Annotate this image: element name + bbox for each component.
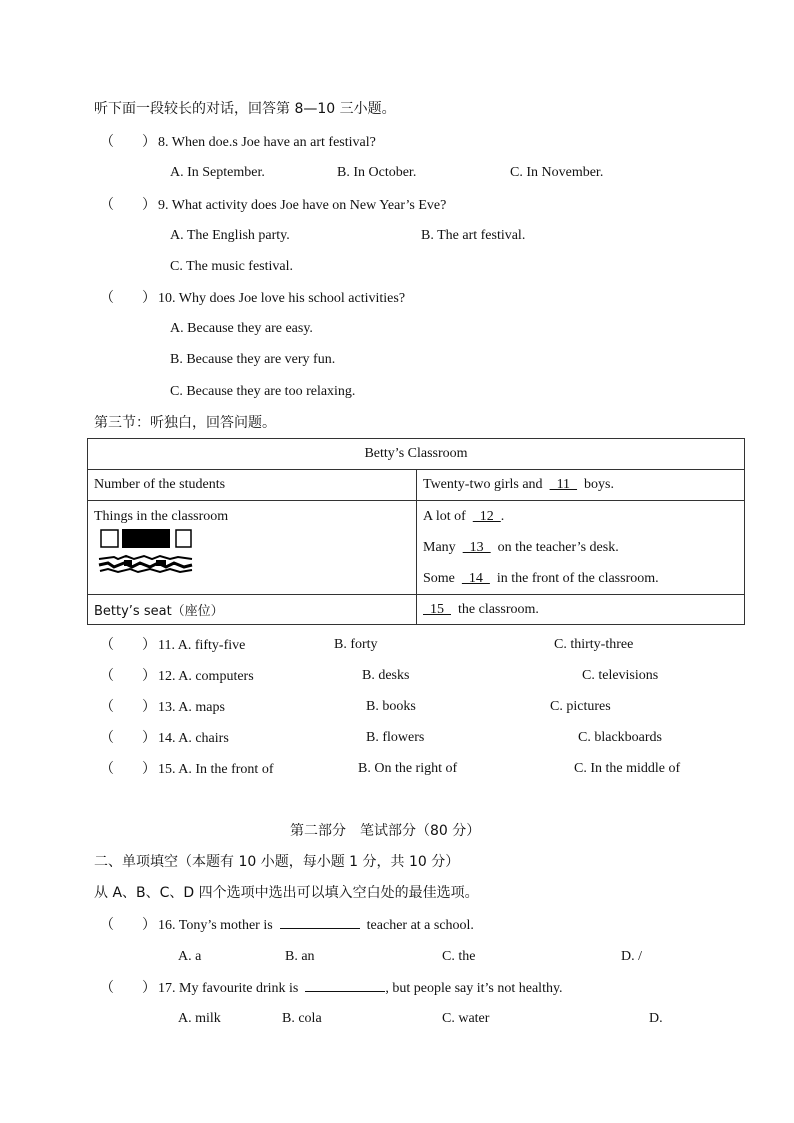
row-label-seat: Betty’s seat（座位） <box>88 595 417 625</box>
option-c: C. televisions <box>582 668 659 683</box>
option-b: B. books <box>366 699 416 714</box>
option-c: C. thirty-three <box>554 637 634 652</box>
blank-11[interactable]: 11 <box>549 477 578 492</box>
answer-bracket[interactable]: （ ） <box>100 637 156 653</box>
option-d: D. <box>649 1011 663 1026</box>
answer-bracket[interactable]: （ ） <box>100 917 156 933</box>
fill-blank[interactable] <box>305 979 385 992</box>
table-title: Betty’s Classroom <box>88 439 745 470</box>
row-label-things: Things in the classroom <box>88 501 417 595</box>
option-d: D. / <box>621 949 642 964</box>
option-c: C. Because they are too relaxing. <box>170 384 356 399</box>
answer-bracket[interactable]: （ ） <box>100 197 156 213</box>
option-a: A. milk <box>178 1011 221 1026</box>
blank-12[interactable]: 12 <box>472 509 501 524</box>
section-single-choice-title: 二、单项填空（本题有 10 小题，每小题 1 分，共 10 分） <box>94 854 460 870</box>
question-10 <box>100 289 405 308</box>
answer-bracket[interactable]: （ ） <box>100 290 156 306</box>
row-value-things <box>417 501 745 595</box>
question-13 <box>100 698 225 717</box>
option-b: B. desks <box>362 668 410 683</box>
question-stem: 9. What activity does Joe have on New Year’s Eve? <box>158 198 447 213</box>
things-line-12: A lot of 12 . <box>423 509 505 524</box>
answer-bracket[interactable]: （ ） <box>100 730 156 746</box>
option-a: A. a <box>178 949 202 964</box>
blank-13[interactable]: 13 <box>462 540 491 555</box>
blank-14[interactable]: 14 <box>461 571 490 586</box>
answer-bracket[interactable]: （ ） <box>100 699 156 715</box>
option-c: C. blackboards <box>578 730 662 745</box>
question-8 <box>100 133 376 152</box>
option-b: B. Because they are very fun. <box>170 352 336 367</box>
option-a: 15. A. In the front of <box>158 762 274 777</box>
blank-15[interactable]: 15 <box>423 601 451 617</box>
option-c: C. In the middle of <box>574 761 681 776</box>
question-14 <box>100 729 229 748</box>
section-intro-8-10: 听下面一段较长的对话，回答第 8—10 三小题。 <box>94 101 396 117</box>
row-value-seat: 15 the classroom. <box>417 595 745 625</box>
question-stem: 16. Tony’s mother is <box>158 918 273 933</box>
option-b: B. forty <box>334 637 378 652</box>
question-11 <box>100 636 245 655</box>
option-b: B. cola <box>282 1011 322 1026</box>
row-value-students: Twenty-two girls and 11 boys. <box>417 470 745 501</box>
part-2-title: 第二部分 笔试部分（80 分） <box>290 823 481 839</box>
question-16: （ ） 16. Tony’s mother is teacher at a school. <box>100 917 474 933</box>
section-3-intro: 第三节：听独白，回答问题。 <box>94 415 276 431</box>
option-b: B. flowers <box>366 730 425 745</box>
section-single-choice-instructions: 从 A、B、C、D 四个选项中选出可以填入空白处的最佳选项。 <box>94 885 479 901</box>
option-c: C. water <box>442 1011 490 1026</box>
option-b: B. The art festival. <box>421 228 526 243</box>
answer-bracket[interactable]: （ ） <box>100 980 156 996</box>
option-a: A. The English party. <box>170 228 290 243</box>
option-a: A. Because they are easy. <box>170 321 313 336</box>
answer-bracket[interactable]: （ ） <box>100 668 156 684</box>
question-stem: 10. Why does Joe love his school activities? <box>158 291 406 306</box>
option-b: B. an <box>285 949 315 964</box>
option-c: C. The music festival. <box>170 259 293 274</box>
option-b: B. On the right of <box>358 761 458 776</box>
option-c: C. the <box>442 949 476 964</box>
things-line-14: Some 14 in the front of the classroom. <box>423 571 659 586</box>
row-label-students: Number of the students <box>88 470 417 501</box>
fill-blank[interactable] <box>280 916 360 929</box>
classroom-picture-icon <box>94 528 194 574</box>
option-b: B. In October. <box>337 165 417 180</box>
question-9 <box>100 196 446 215</box>
option-a: 13. A. maps <box>158 700 225 715</box>
question-stem: 17. My favourite drink is <box>158 981 299 996</box>
option-a: 12. A. computers <box>158 669 254 684</box>
question-17: （ ） 17. My favourite drink is , but people say it’s not healthy. <box>100 980 563 996</box>
option-a: A. In September. <box>170 165 265 180</box>
question-stem: 8. When doe.s Joe have an art festival? <box>158 135 376 150</box>
option-a: 14. A. chairs <box>158 731 229 746</box>
option-c: C. In November. <box>510 165 604 180</box>
option-a: 11. A. fifty-five <box>158 638 246 653</box>
question-12 <box>100 667 254 686</box>
things-line-13: Many 13 on the teacher’s desk. <box>423 540 619 555</box>
betty-classroom-table <box>87 438 745 625</box>
answer-bracket[interactable]: （ ） <box>100 134 156 150</box>
option-c: C. pictures <box>550 699 611 714</box>
answer-bracket[interactable]: （ ） <box>100 761 156 777</box>
question-15 <box>100 760 273 779</box>
